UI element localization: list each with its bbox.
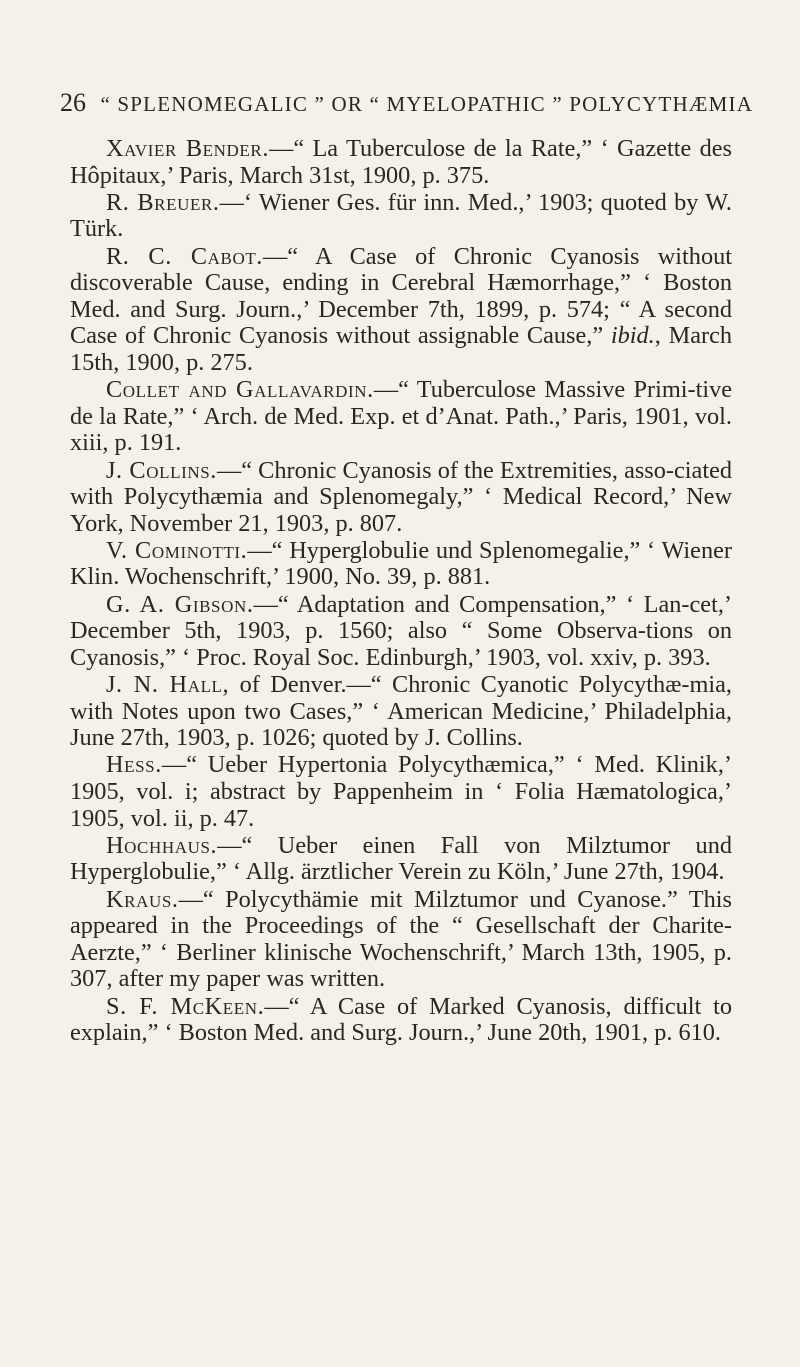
reference-author: J. N. Hall,: [106, 671, 230, 699]
reference-entry: [70, 458, 732, 538]
page-number: 26: [60, 88, 86, 117]
running-header: [60, 88, 754, 118]
reference-entry: [70, 377, 732, 457]
reference-author: Xavier Bender.: [106, 135, 270, 162]
reference-text: —“ Adaptation and Compensation,” ‘ Lan-cet,’ December 5th, 1903, p. 1560; also “ Some Observa-tions on Cyanosis,” ‘ Proc. Royal Soc. Edinburgh,’ 1903, vol. xxiv, p. 393.: [70, 590, 733, 671]
reference-entry: [70, 190, 732, 243]
reference-author: J. Collins.: [106, 456, 217, 484]
reference-author: G. A. Gibson.: [106, 590, 254, 618]
reference-entry: [70, 244, 732, 377]
reference-entry: [70, 538, 732, 591]
reference-text: —‘ Wiener Ges. für inn. Med.,’ 1903; quoted by W. Türk.: [70, 188, 733, 243]
reference-text-continued: , March 15th, 1900, p. 275.: [70, 322, 732, 376]
reference-text: —“ A Case of Marked Cyanosis, difficult to explain,” ‘ Boston Med. and Surg. Journ.,’ June 20th, 1901, p. 610.: [70, 992, 733, 1047]
reference-author: Hochhaus.: [106, 831, 218, 859]
running-title: “ SPLENOMEGALIC ” OR “ MYELOPATHIC ” POLYCYTHÆMIA: [100, 92, 754, 116]
reference-entry: [70, 887, 732, 993]
reference-entry: [70, 136, 732, 189]
reference-author: Collet and Gallavardin.: [106, 376, 374, 404]
reference-list: [70, 136, 732, 1047]
reference-text: —“ La Tuberculose de la Rate,” ‘ Gazette des Hôpitaux,’ Paris, March 31st, 1900, p. 375.: [70, 135, 732, 189]
reference-text: —“ Hyperglobulie und Splenomegalie,” ‘ Wiener Klin. Wochenschrift,’ 1900, No. 39, p. 881.: [70, 536, 732, 591]
reference-entry: [70, 592, 732, 672]
reference-entry: [70, 672, 732, 752]
reference-text: —“ Ueber Hypertonia Polycythæmica,” ‘ Med. Klinik,’ 1905, vol. i; abstract by Pappenheim in ‘ Folia Hæmatologica,’ 1905, vol. ii, p. 47.: [70, 751, 732, 832]
reference-text: —“ Polycythämie mit Milztumor und Cyanose.” This appeared in the Proceedings of the “ Gesellschaft der Charite-Aerzte,” ‘ Berliner klinische Wochenschrift,’ March 13th, 1905, p. 307, after my paper was written.: [70, 885, 732, 993]
reference-text: —“ Ueber einen Fall von Milztumor und Hyperglobulie,” ‘ Allg. ärztlicher Verein zu Köln,’ June 27th, 1904.: [70, 831, 732, 886]
reference-author: V. Cominotti.: [106, 536, 248, 564]
reference-entry: [70, 994, 732, 1047]
reference-entry: [70, 833, 732, 886]
reference-ibid: ibid.: [610, 322, 655, 350]
reference-author: R. Breuer.: [106, 188, 220, 216]
reference-text: —“ Chronic Cyanosis of the Extremities, asso-ciated with Polycythæmia and Splenomegaly,” ‘ Medical Record,’ New York, November 21, 1903, p. 807.: [70, 456, 733, 537]
reference-author: R. C. Cabot.: [106, 242, 263, 270]
reference-author: Kraus.: [106, 885, 179, 913]
reference-text: —“ Tuberculose Massive Primi-tive de la Rate,” ‘ Arch. de Med. Exp. et d’Anat. Path.,’ Paris, 1901, vol. xiii, p. 191.: [70, 376, 733, 457]
reference-text: of Denver.—“ Chronic Cyanotic Polycythæ-mia, with Notes upon two Cases,” ‘ American Medicine,’ Philadelphia, June 27th, 1903, p. 1026; quoted by J. Collins.: [70, 671, 732, 752]
reference-text: —“ A Case of Chronic Cyanosis without discoverable Cause, ending in Cerebral Hæmorrhage,” ‘ Boston Med. and Surg. Journ.,’ December 7th, 1899, p. 574; “ A second Case of Chronic Cyanosis without assignable Cause,”: [70, 242, 732, 350]
reference-author: S. F. McKeen.: [106, 992, 265, 1020]
reference-author: Hess.: [106, 751, 162, 779]
reference-entry: [70, 752, 732, 832]
